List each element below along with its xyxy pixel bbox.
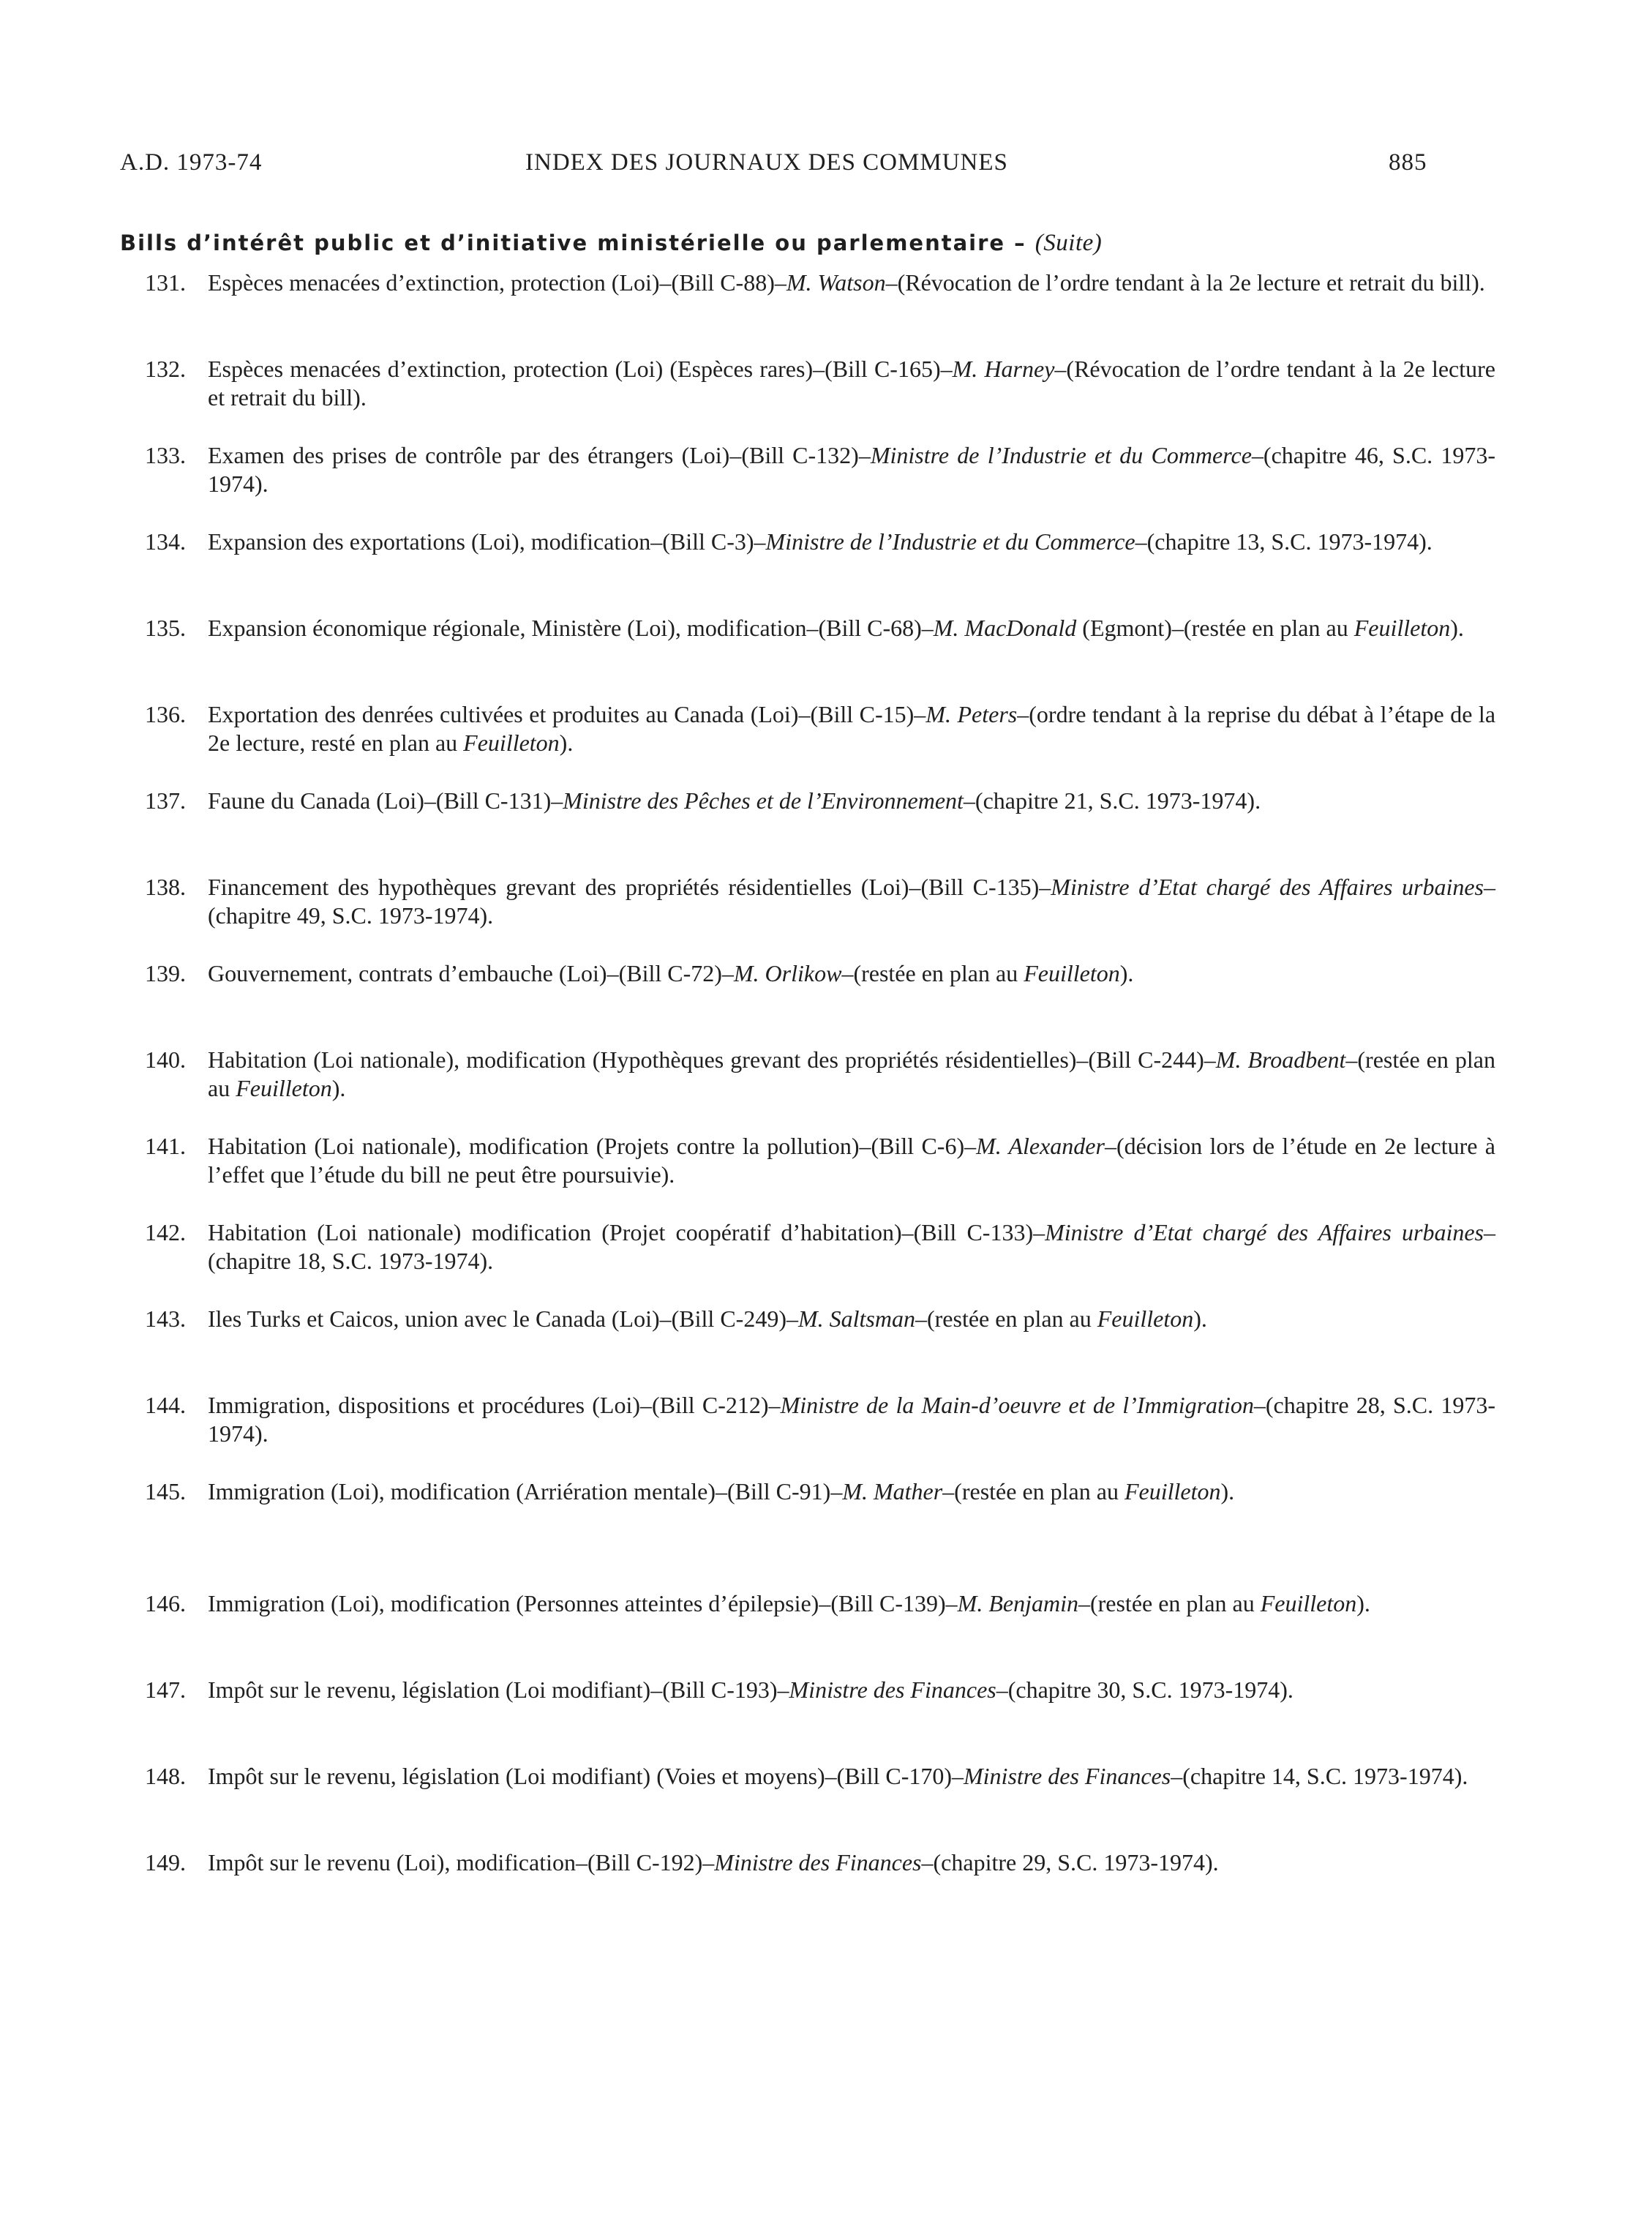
index-entry xyxy=(145,1218,1495,1275)
entry-number: 143. xyxy=(145,1305,186,1332)
entry-status: –(chapitre 28, S.C. 1973-1974). xyxy=(208,1392,1496,1447)
entry-number: 139. xyxy=(145,960,186,986)
index-entry xyxy=(145,1046,1495,1103)
entry-sponsor: Ministre d’Etat chargé des Affaires urbaines xyxy=(1051,874,1484,900)
entry-status: –(restée en plan au xyxy=(915,1305,1097,1332)
entry-title: Espèces menacées d’extinction, protection (Loi) (Espèces rares)–(Bill C-165)– xyxy=(208,356,953,382)
entry-number: 131. xyxy=(145,269,186,296)
entry-sponsor: Ministre des Pêches et de l’Environnement xyxy=(563,787,964,814)
entry-number: 141. xyxy=(145,1133,186,1159)
entry-status: –(Révocation de l’ordre tendant à la 2e lecture et retrait du bill). xyxy=(885,269,1485,296)
entry-number: 138. xyxy=(145,874,186,900)
entry-feuilleton: Feuilleton xyxy=(1024,960,1120,986)
index-entry xyxy=(145,269,1495,297)
index-entry xyxy=(145,355,1495,412)
entry-number: 148. xyxy=(145,1763,186,1789)
entry-number: 147. xyxy=(145,1676,186,1703)
entry-title: Impôt sur le revenu, législation (Loi modifiant) (Voies et moyens)–(Bill C-170)– xyxy=(208,1763,964,1789)
entry-status-end: ). xyxy=(559,730,574,756)
entry-status: –(chapitre 14, S.C. 1973-1974). xyxy=(1171,1763,1468,1789)
entry-status: –(restée en plan au xyxy=(841,960,1024,986)
entry-title: Impôt sur le revenu (Loi), modification–(Bill C-192)– xyxy=(208,1849,715,1876)
entry-status: –(chapitre 29, S.C. 1973-1974). xyxy=(921,1849,1219,1876)
entry-title: Gouvernement, contrats d’embauche (Loi)–(Bill C-72)– xyxy=(208,960,734,986)
index-entry xyxy=(145,1762,1495,1791)
section-continuation: (Suite) xyxy=(1035,230,1103,256)
entry-title: Financement des hypothèques grevant des propriétés résidentielles (Loi)–(Bill C-135)– xyxy=(208,874,1051,900)
entry-sponsor: M. Alexander xyxy=(976,1133,1105,1159)
entry-title: Impôt sur le revenu, législation (Loi modifiant)–(Bill C-193)– xyxy=(208,1676,789,1703)
entry-feuilleton: Feuilleton xyxy=(1097,1305,1194,1332)
entry-sponsor: Ministre de la Main-d’oeuvre et de l’Immigration xyxy=(780,1392,1254,1418)
entry-title: Expansion des exportations (Loi), modification–(Bill C-3)– xyxy=(208,528,766,555)
index-entry xyxy=(145,700,1495,757)
entry-sponsor: Ministre de l’Industrie et du Commerce xyxy=(870,442,1252,468)
index-entry xyxy=(145,787,1495,815)
entry-feuilleton: Feuilleton xyxy=(1260,1590,1357,1616)
entry-status: –(décision lors de l’étude en 2e lecture à l’effet que l’étude du bill ne peut être poursuivie). xyxy=(208,1133,1496,1188)
entry-sponsor: M. Peters xyxy=(926,701,1018,727)
entry-title: Espèces menacées d’extinction, protection (Loi)–(Bill C-88)– xyxy=(208,269,786,296)
entry-title: Habitation (Loi nationale), modification (Projets contre la pollution)–(Bill C-6)– xyxy=(208,1133,977,1159)
entry-status-end: ). xyxy=(1193,1305,1207,1332)
entry-title: Faune du Canada (Loi)–(Bill C-131)– xyxy=(208,787,563,814)
entry-sponsor: Ministre de l’Industrie et du Commerce xyxy=(765,528,1135,555)
entry-sponsor: M. Orlikow xyxy=(733,960,842,986)
index-entry xyxy=(145,528,1495,556)
entry-number: 145. xyxy=(145,1478,186,1505)
entry-status: –(restée en plan au xyxy=(1078,1590,1261,1616)
entry-number: 146. xyxy=(145,1590,186,1616)
entry-status-end: ). xyxy=(1220,1478,1235,1505)
entry-title: Habitation (Loi nationale), modification (Hypothèques grevant des propriétés résidentielles)–(Bill C-244)– xyxy=(208,1046,1216,1073)
index-entry xyxy=(145,1132,1495,1189)
entry-status-end: ). xyxy=(1450,615,1464,641)
entry-number: 144. xyxy=(145,1392,186,1418)
entry-title: Immigration, dispositions et procédures (Loi)–(Bill C-212)– xyxy=(208,1392,781,1418)
entry-status: –(chapitre 30, S.C. 1973-1974). xyxy=(996,1676,1294,1703)
index-entry xyxy=(145,1305,1495,1333)
entry-status: –(restée en plan au xyxy=(208,1046,1496,1101)
index-entry xyxy=(145,614,1495,642)
entry-title: Iles Turks et Caicos, union avec le Canada (Loi)–(Bill C-249)– xyxy=(208,1305,798,1332)
entry-sponsor: M. Saltsman xyxy=(797,1305,915,1332)
index-entry xyxy=(145,1589,1495,1618)
entry-sponsor: M. MacDonald xyxy=(933,615,1077,641)
entry-status-end: ). xyxy=(1119,960,1134,986)
index-entry xyxy=(145,959,1495,988)
entry-status-end: ). xyxy=(331,1075,346,1101)
entry-feuilleton: Feuilleton xyxy=(463,730,560,756)
entry-status: (Egmont)–(restée en plan au xyxy=(1076,615,1354,641)
entry-status: –(chapitre 13, S.C. 1973-1974). xyxy=(1135,528,1433,555)
entry-sponsor: Ministre des Finances xyxy=(789,1676,996,1703)
entry-sponsor: Ministre des Finances xyxy=(964,1763,1171,1789)
header-year: A.D. 1973-74 xyxy=(120,149,263,176)
index-entry xyxy=(145,1848,1495,1877)
entry-sponsor: Ministre d’Etat chargé des Affaires urbaines xyxy=(1045,1219,1484,1245)
entry-status: –(ordre tendant à la reprise du débat à l’étape de la 2e lecture, resté en plan au xyxy=(208,701,1496,756)
index-entry xyxy=(145,873,1495,930)
entry-number: 137. xyxy=(145,787,186,814)
entry-title: Immigration (Loi), modification (Personnes atteintes d’épilepsie)–(Bill C-139)– xyxy=(208,1590,958,1616)
entry-title: Exportation des denrées cultivées et produites au Canada (Loi)–(Bill C-15)– xyxy=(208,701,926,727)
entry-status: –(restée en plan au xyxy=(942,1478,1125,1505)
entry-sponsor: M. Mather xyxy=(842,1478,943,1505)
entry-number: 135. xyxy=(145,615,186,641)
entry-status: –(chapitre 49, S.C. 1973-1974). xyxy=(208,874,1496,929)
entry-status: –(chapitre 18, S.C. 1973-1974). xyxy=(208,1219,1496,1274)
entry-number: 142. xyxy=(145,1219,186,1245)
entry-title: Habitation (Loi nationale) modification (Projet coopératif d’habitation)–(Bill C-133)– xyxy=(208,1219,1045,1245)
entry-number: 133. xyxy=(145,442,186,468)
entry-feuilleton: Feuilleton xyxy=(1353,615,1451,641)
entry-number: 134. xyxy=(145,528,186,555)
entry-sponsor: M. Watson xyxy=(786,269,886,296)
section-heading-text: Bills d’intérêt public et d’initiative ministérielle ou parlementaire – xyxy=(120,231,1026,255)
entry-status: –(chapitre 46, S.C. 1973-1974). xyxy=(208,442,1496,497)
header-title: INDEX DES JOURNAUX DES COMMUNES xyxy=(525,149,1008,176)
entry-sponsor: M. Benjamin xyxy=(957,1590,1078,1616)
entry-number: 136. xyxy=(145,701,186,727)
entry-status: –(Révocation de l’ordre tendant à la 2e lecture et retrait du bill). xyxy=(208,356,1495,411)
entry-status: –(chapitre 21, S.C. 1973-1974). xyxy=(963,787,1261,814)
entry-sponsor: M. Broadbent xyxy=(1215,1046,1346,1073)
section-heading xyxy=(120,230,1102,257)
index-entry xyxy=(145,441,1495,498)
entry-status-end: ). xyxy=(1356,1590,1370,1616)
entry-sponsor: M. Harney xyxy=(952,356,1055,382)
entry-title: Expansion économique régionale, Ministère (Loi), modification–(Bill C-68)– xyxy=(208,615,934,641)
entry-number: 140. xyxy=(145,1046,186,1073)
index-entry xyxy=(145,1477,1495,1506)
entry-title: Immigration (Loi), modification (Arriération mentale)–(Bill C-91)– xyxy=(208,1478,843,1505)
entry-number: 149. xyxy=(145,1849,186,1876)
entry-feuilleton: Feuilleton xyxy=(236,1075,332,1101)
entry-feuilleton: Feuilleton xyxy=(1124,1478,1221,1505)
index-entry xyxy=(145,1391,1495,1448)
entry-number: 132. xyxy=(145,356,186,382)
page-number: 885 xyxy=(1389,149,1427,176)
entry-sponsor: Ministre des Finances xyxy=(714,1849,922,1876)
index-entry xyxy=(145,1676,1495,1704)
entry-title: Examen des prises de contrôle par des étrangers (Loi)–(Bill C-132)– xyxy=(208,442,871,468)
